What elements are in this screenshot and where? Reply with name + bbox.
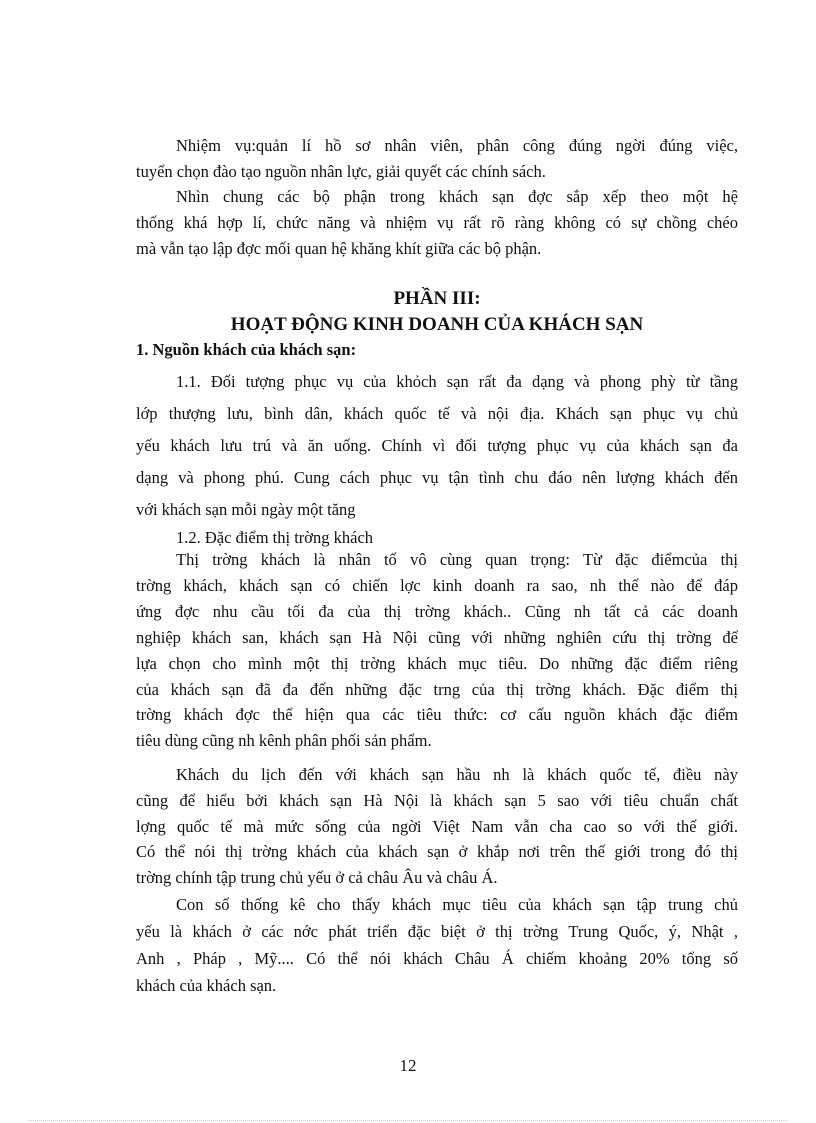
text-line: 1.2. Đặc điểm thị trờng khách bbox=[176, 528, 374, 547]
text-line: khách của khách sạn. bbox=[136, 976, 277, 995]
paragraph-international-guests bbox=[136, 762, 738, 891]
paragraph-staff-duties bbox=[136, 133, 738, 185]
text-line: trờng khách đợc thể hiện qua các tiêu thức: cơ cấu nguồn khách đặc điểm bbox=[136, 705, 738, 725]
text-line: trờng chính tập trung chủ yếu ở cả châu Âu và châu Á. bbox=[136, 868, 498, 888]
text-line: lớp thượng lưu, bình dân, khách quốc tế và nội địa. Khách sạn phục vụ chủ bbox=[136, 404, 738, 423]
text-line: thống khá hợp lí, chức năng và nhiệm vụ rất rõ ràng không có sự chồng chéo bbox=[136, 213, 738, 232]
text-line: yếu là khách ở các nớc phát triển đặc biệt ở thị trờng Trung Quốc, ý, Nhật , bbox=[136, 922, 738, 941]
text-line: Có thể nói thị trờng khách của khách sạn ở khắp nơi trên thế giới trong đó thị bbox=[136, 842, 738, 862]
text-line: lợng quốc tế mà mức sống của ngời Việt Nam vẫn cha cao so với thế giới. bbox=[136, 816, 738, 836]
text-line: Nhiệm vụ:quản lí hồ sơ nhân viên, phân công đúng ngời đúng việc, bbox=[176, 136, 738, 155]
text-line: nghiệp khách san, khách sạn Hà Nội cũng với những nghiên cứu thị trờng để bbox=[136, 627, 738, 647]
paragraph-target-customers bbox=[136, 891, 738, 999]
text-line: dạng và phong phú. Cung cách phục vụ tận tình chu đáo nên lượng khách đến bbox=[136, 468, 738, 487]
paragraph-department-summary bbox=[136, 184, 738, 262]
part-label: PHẦN III: bbox=[393, 288, 481, 309]
text-line: Khách du lịch đến với khách sạn hầu nh là khách quốc tế, điều này bbox=[176, 765, 738, 784]
text-line: của khách sạn đã đa đến những đặc trng của thị trờng khách. Đặc điểm thị bbox=[136, 679, 738, 699]
text-line: tuyển chọn đào tạo nguồn nhân lực, giải quyết các chính sách. bbox=[136, 162, 546, 181]
text-line: cũng để hiểu bởi khách sạn Hà Nội là khách sạn 5 sao với tiêu chuẩn chất bbox=[136, 790, 738, 810]
footer-divider bbox=[28, 1120, 788, 1121]
paragraph-market-importance bbox=[136, 547, 738, 754]
text-line: ứng đợc nhu cầu tối đa của thị trờng khách.. Cũng nh tất cả các doanh bbox=[136, 601, 738, 621]
text-line: 1.1. Đối tượng phục vụ của khỏch sạn rất đa dạng và phong phỳ từ tầng bbox=[176, 372, 738, 391]
text-line: yếu khách lưu trú và ăn uống. Chính vì đối tượng phục vụ của khách sạn đa bbox=[136, 436, 738, 455]
text-line: lựa chọn cho mình một thị trờng khách mục tiêu. Do những đặc điểm riêng bbox=[136, 653, 738, 673]
page-number: 12 bbox=[399, 1056, 417, 1075]
text-line: Anh , Pháp , Mỹ.... Có thể nói khách Châu Á chiếm khoảng 20% tổng số bbox=[136, 949, 738, 968]
text-line: trờng khách, khách sạn có chiến lợc kinh doanh ra sao, nh thế nào để đáp bbox=[136, 575, 738, 595]
text-line: Nhìn chung các bộ phận trong khách sạn đợc sắp xếp theo một hệ bbox=[176, 187, 738, 206]
text-line: tiêu dùng cũng nh kênh phân phối sản phẩm. bbox=[136, 731, 432, 751]
paragraph-customer-types bbox=[136, 366, 738, 526]
subheading-customer-sources: 1. Nguồn khách của khách sạn: bbox=[136, 340, 357, 359]
part-title: HOẠT ĐỘNG KINH DOANH CỦA KHÁCH SẠN bbox=[230, 314, 644, 335]
text-line: mà vẫn tạo lập đợc mối quan hệ khăng khít giữa các bộ phận. bbox=[136, 239, 542, 258]
text-line: Con số thống kê cho thấy khách mục tiêu của khách sạn tập trung chủ bbox=[176, 895, 738, 914]
text-line: với khách sạn mỗi ngày một tăng bbox=[136, 500, 356, 519]
text-line: Thị trờng khách là nhân tố vô cùng quan trọng: Từ đặc điểmcủa thị bbox=[176, 550, 738, 569]
